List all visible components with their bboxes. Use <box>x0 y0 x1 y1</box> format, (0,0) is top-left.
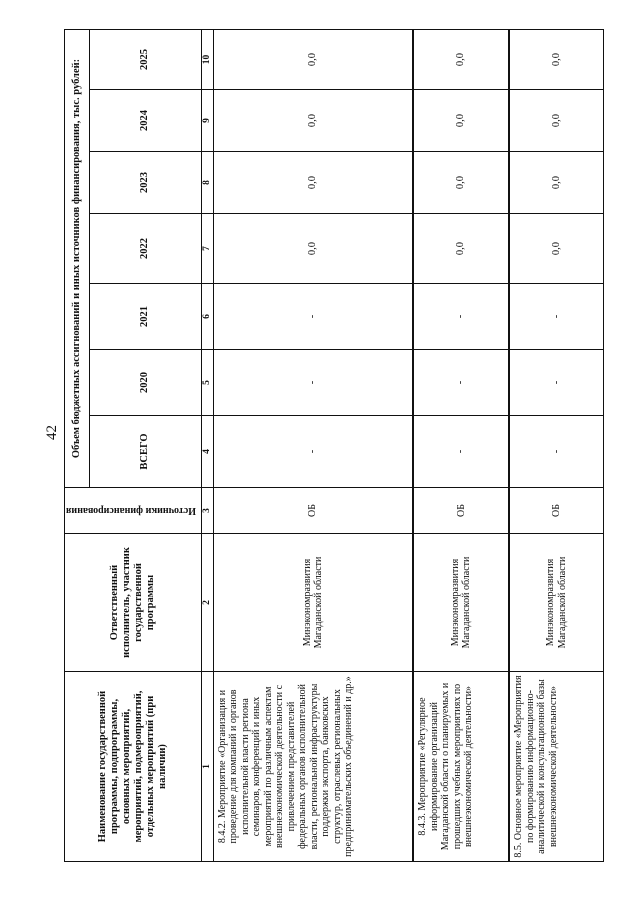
header-year: 2025 <box>90 30 202 90</box>
row-name: 8.5. Основное мероприятие «Мероприятия по формированию информационно-аналитической и консультационной базы внешнеэкономической деятельности» <box>509 672 603 862</box>
header-year: 2024 <box>90 90 202 152</box>
table-container <box>64 30 590 862</box>
column-number: 10 <box>202 30 214 90</box>
header-year: ВСЕГО <box>90 416 202 488</box>
column-number: 3 <box>202 488 214 534</box>
row-value: - <box>413 350 509 416</box>
row-value: 0,0 <box>213 90 413 152</box>
header-year: 2022 <box>90 214 202 284</box>
header-row-1 <box>65 30 90 862</box>
column-number: 4 <box>202 416 214 488</box>
row-value: - <box>413 416 509 488</box>
row-value: 0,0 <box>213 214 413 284</box>
column-number: 1 <box>202 672 214 862</box>
row-source: ОБ <box>509 488 603 534</box>
table-row <box>213 30 413 862</box>
row-value: 0,0 <box>509 214 603 284</box>
row-value: 0,0 <box>213 30 413 90</box>
column-number: 7 <box>202 214 214 284</box>
header-year: 2020 <box>90 350 202 416</box>
column-number: 5 <box>202 350 214 416</box>
header-year: 2023 <box>90 152 202 214</box>
funding-table <box>64 29 604 862</box>
header-source-cell <box>65 488 202 534</box>
column-number-row <box>202 30 214 862</box>
row-source: ОБ <box>213 488 413 534</box>
row-value: 0,0 <box>413 30 509 90</box>
row-value: - <box>509 416 603 488</box>
row-value: - <box>509 284 603 350</box>
column-number: 8 <box>202 152 214 214</box>
row-name: 8.4.3. Мероприятие «Регулярное информирование организаций Магаданской области о планируемых и прошедших учебных мероприятиях по внешнеэкономической деятельности» <box>413 672 509 862</box>
row-value: 0,0 <box>509 30 603 90</box>
table-row <box>413 30 509 862</box>
row-source: ОБ <box>413 488 509 534</box>
row-value: - <box>213 416 413 488</box>
table-row <box>509 30 603 862</box>
row-value: - <box>509 350 603 416</box>
column-number: 2 <box>202 534 214 672</box>
row-value: 0,0 <box>213 152 413 214</box>
row-value: 0,0 <box>413 90 509 152</box>
row-responsible: Минэкономразвития Магаданской области <box>413 534 509 672</box>
row-value: 0,0 <box>413 214 509 284</box>
page-number: 42 <box>44 425 60 440</box>
row-name: 8.4.2. Мероприятие «Организация и проведение для компаний и органов исполнительной власти региона семинаров, конференций и иных мероприятий по различным аспектам внешнеэкономической деятельности с привлечением представителей федеральных органов исполнительной власти, региональной инфраструктуры поддержки экспорта, банковских структур, отраслевых региональных предпринимательских объединений и др.» <box>213 672 413 862</box>
row-responsible: Минэкономразвития Магаданской области <box>509 534 603 672</box>
header-volume: Объем бюджетных ассигнований и иных источников финансирования, тыс. рублей: <box>65 30 90 488</box>
row-responsible: Минэкономразвития Магаданской области <box>213 534 413 672</box>
column-number: 6 <box>202 284 214 350</box>
row-value: 0,0 <box>509 90 603 152</box>
header-year: 2021 <box>90 284 202 350</box>
column-number: 9 <box>202 90 214 152</box>
header-name: Наименование государственной программы, подпрограммы, основных мероприятий, мероприятий, подмероприятий, отдельных мероприятий (при наличии) <box>65 672 202 862</box>
row-value: - <box>213 350 413 416</box>
row-value: - <box>413 284 509 350</box>
row-value: 0,0 <box>509 152 603 214</box>
header-responsible: Ответственный исполнитель, участник государственной программы <box>65 534 202 672</box>
row-value: - <box>213 284 413 350</box>
header-source: Источники финансирования <box>66 505 196 517</box>
row-value: 0,0 <box>413 152 509 214</box>
